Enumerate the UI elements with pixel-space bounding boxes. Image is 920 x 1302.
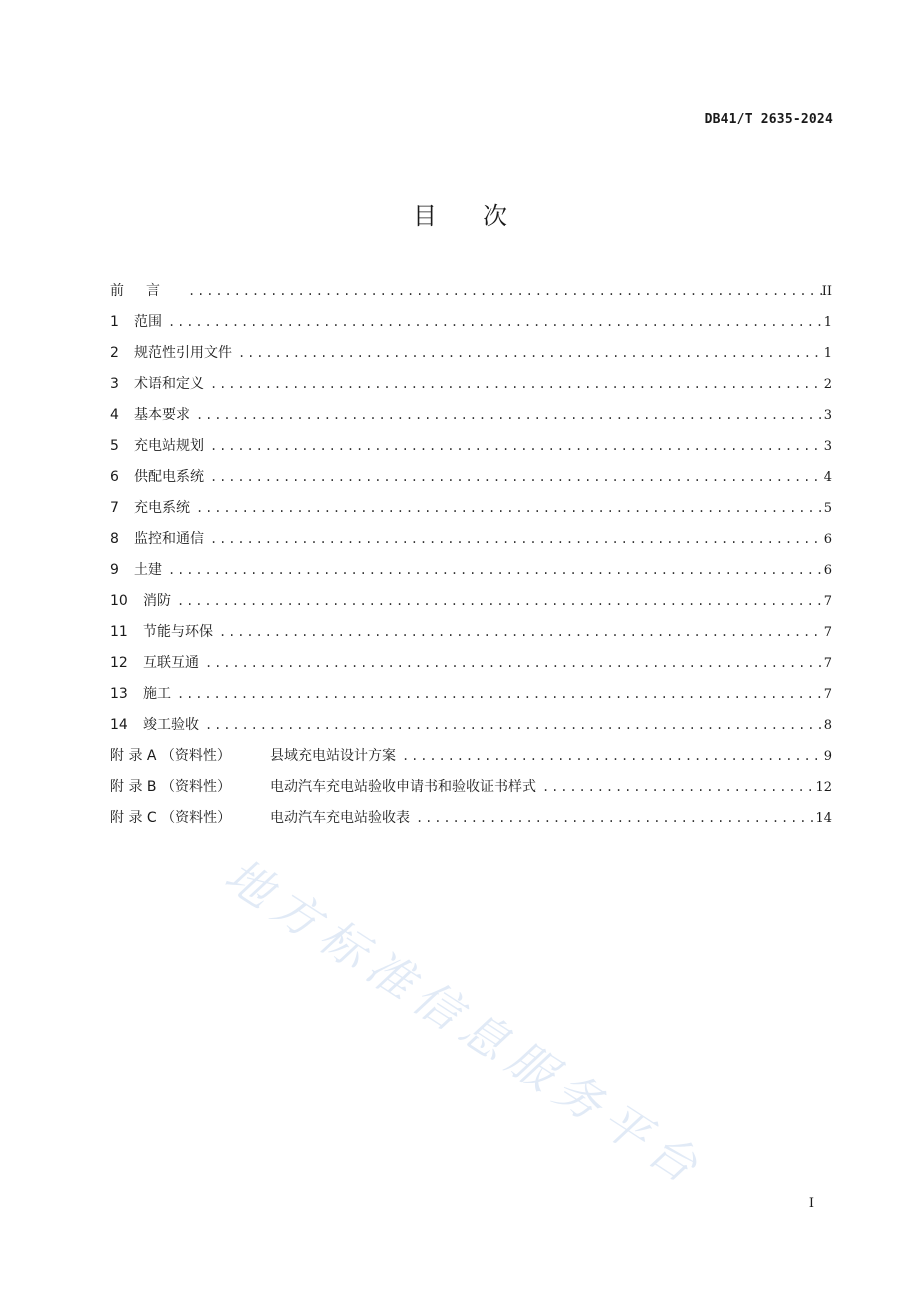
toc-entry-label: 监控和通信 [134,531,204,547]
toc-leader-dots [166,560,822,580]
toc-entry-14[interactable] [110,715,832,746]
toc-entry-number: 8 [110,531,119,547]
toc-entry-number: 5 [110,438,119,454]
toc-entry-label: 规范性引用文件 [134,345,232,361]
toc-appendix-label: 县域充电站设计方案 [270,748,396,764]
toc-entry-number: 13 [110,686,128,702]
toc-entry-number: 2 [110,345,119,361]
toc-appendix-prefix: 附 录 A （资料性） [110,748,231,764]
toc-appendix-label: 电动汽车充电站验收表 [270,810,410,826]
toc-title: 目次 [413,202,553,230]
toc-entry-8[interactable] [110,529,832,560]
toc-entry-label: 术语和定义 [134,376,204,392]
toc-entry-label: 基本要求 [134,407,190,423]
toc-entry-7[interactable] [110,498,832,529]
toc-entry-label: 节能与环保 [143,624,213,640]
toc-entry-page: 3 [823,408,832,423]
toc-entry-page: 1 [823,346,832,361]
toc-entry-page: 4 [823,470,832,485]
toc-entry-1[interactable] [110,312,832,343]
toc-entry-number: 14 [110,717,128,733]
toc-leader-dots [194,405,822,425]
toc-entry-page: 3 [823,439,832,454]
page-number: I [808,1196,814,1211]
toc-leader-dots [194,498,822,518]
toc-entry-label: 施工 [143,686,171,702]
toc-entry-label: 土建 [134,562,162,578]
toc-entry-page: 1 [823,315,832,330]
toc-leader-dots [175,591,822,611]
toc-leader-dots [208,436,822,456]
toc-entry-page: 7 [823,594,832,609]
toc-entry-number: 11 [110,624,128,640]
toc-leader-dots [236,343,822,363]
toc-entry-page: II [821,284,832,299]
toc-entry-label: 竣工验收 [143,717,199,733]
toc-appendix-a[interactable] [110,746,832,777]
toc-entry-6[interactable] [110,467,832,498]
toc-appendix-c[interactable] [110,808,832,839]
toc-leader-dots [175,684,822,704]
toc-leader-dots [166,312,822,332]
toc-entry-page: 7 [823,625,832,640]
toc-leader-dots [186,281,822,301]
toc-appendix-b[interactable] [110,777,832,808]
toc-entry-10[interactable] [110,591,832,622]
toc-entry-number: 4 [110,407,119,423]
toc-leader-dots [208,374,822,394]
toc-entry-4[interactable] [110,405,832,436]
toc-entry-label: 充电系统 [134,500,190,516]
toc-appendix-prefix: 附 录 C （资料性） [110,810,232,826]
toc-entry-page: 8 [823,718,832,733]
toc-entry-number: 12 [110,655,128,671]
toc-entry-page: 7 [823,656,832,671]
toc-entry-label: 供配电系统 [134,469,204,485]
toc-entry-page: 6 [823,532,832,547]
toc-appendix-prefix: 附 录 B （资料性） [110,779,231,795]
toc-appendix-page: 9 [823,749,832,764]
toc-appendix-label: 电动汽车充电站验收申请书和验收证书样式 [270,779,536,795]
toc-entry-page: 7 [823,687,832,702]
toc-entry-11[interactable] [110,622,832,653]
toc-leader-dots [414,808,815,828]
toc-entry-label: 互联互通 [143,655,199,671]
toc-entry-page: 5 [823,501,832,516]
toc-entry-number: 7 [110,500,119,516]
toc-entry-9[interactable] [110,560,832,591]
toc-entry-page: 6 [823,563,832,578]
toc-entry-label: 充电站规划 [134,438,204,454]
toc-leader-dots [203,653,822,673]
toc-leader-dots [400,746,822,766]
toc-leader-dots [208,529,822,549]
toc-entry-number: 10 [110,593,128,609]
toc-entry-2[interactable] [110,343,832,374]
toc-entry-3[interactable] [110,374,832,405]
toc-leader-dots [217,622,822,642]
toc-entry-number: 1 [110,314,119,330]
toc-entry-number: 6 [110,469,119,485]
toc-entry-number: 3 [110,376,119,392]
toc-entry-label: 前言 [110,283,182,299]
document-code: DB41/T 2635-2024 [704,112,833,127]
toc-entry-label: 范围 [134,314,162,330]
toc-entry-13[interactable] [110,684,832,715]
watermark: 地方标准信息服务平台 [215,847,715,1198]
toc-entry-page: 2 [823,377,832,392]
toc-appendix-page: 12 [815,780,832,795]
toc-entry-5[interactable] [110,436,832,467]
toc-leader-dots [208,467,822,487]
toc-appendix-page: 14 [815,811,832,826]
toc-leader-dots [203,715,822,735]
toc-entry-number: 9 [110,562,119,578]
table-of-contents [110,281,832,839]
toc-entry-label: 消防 [143,593,171,609]
toc-leader-dots [540,777,815,797]
toc-entry-foreword[interactable] [110,281,832,312]
toc-entry-12[interactable] [110,653,832,684]
